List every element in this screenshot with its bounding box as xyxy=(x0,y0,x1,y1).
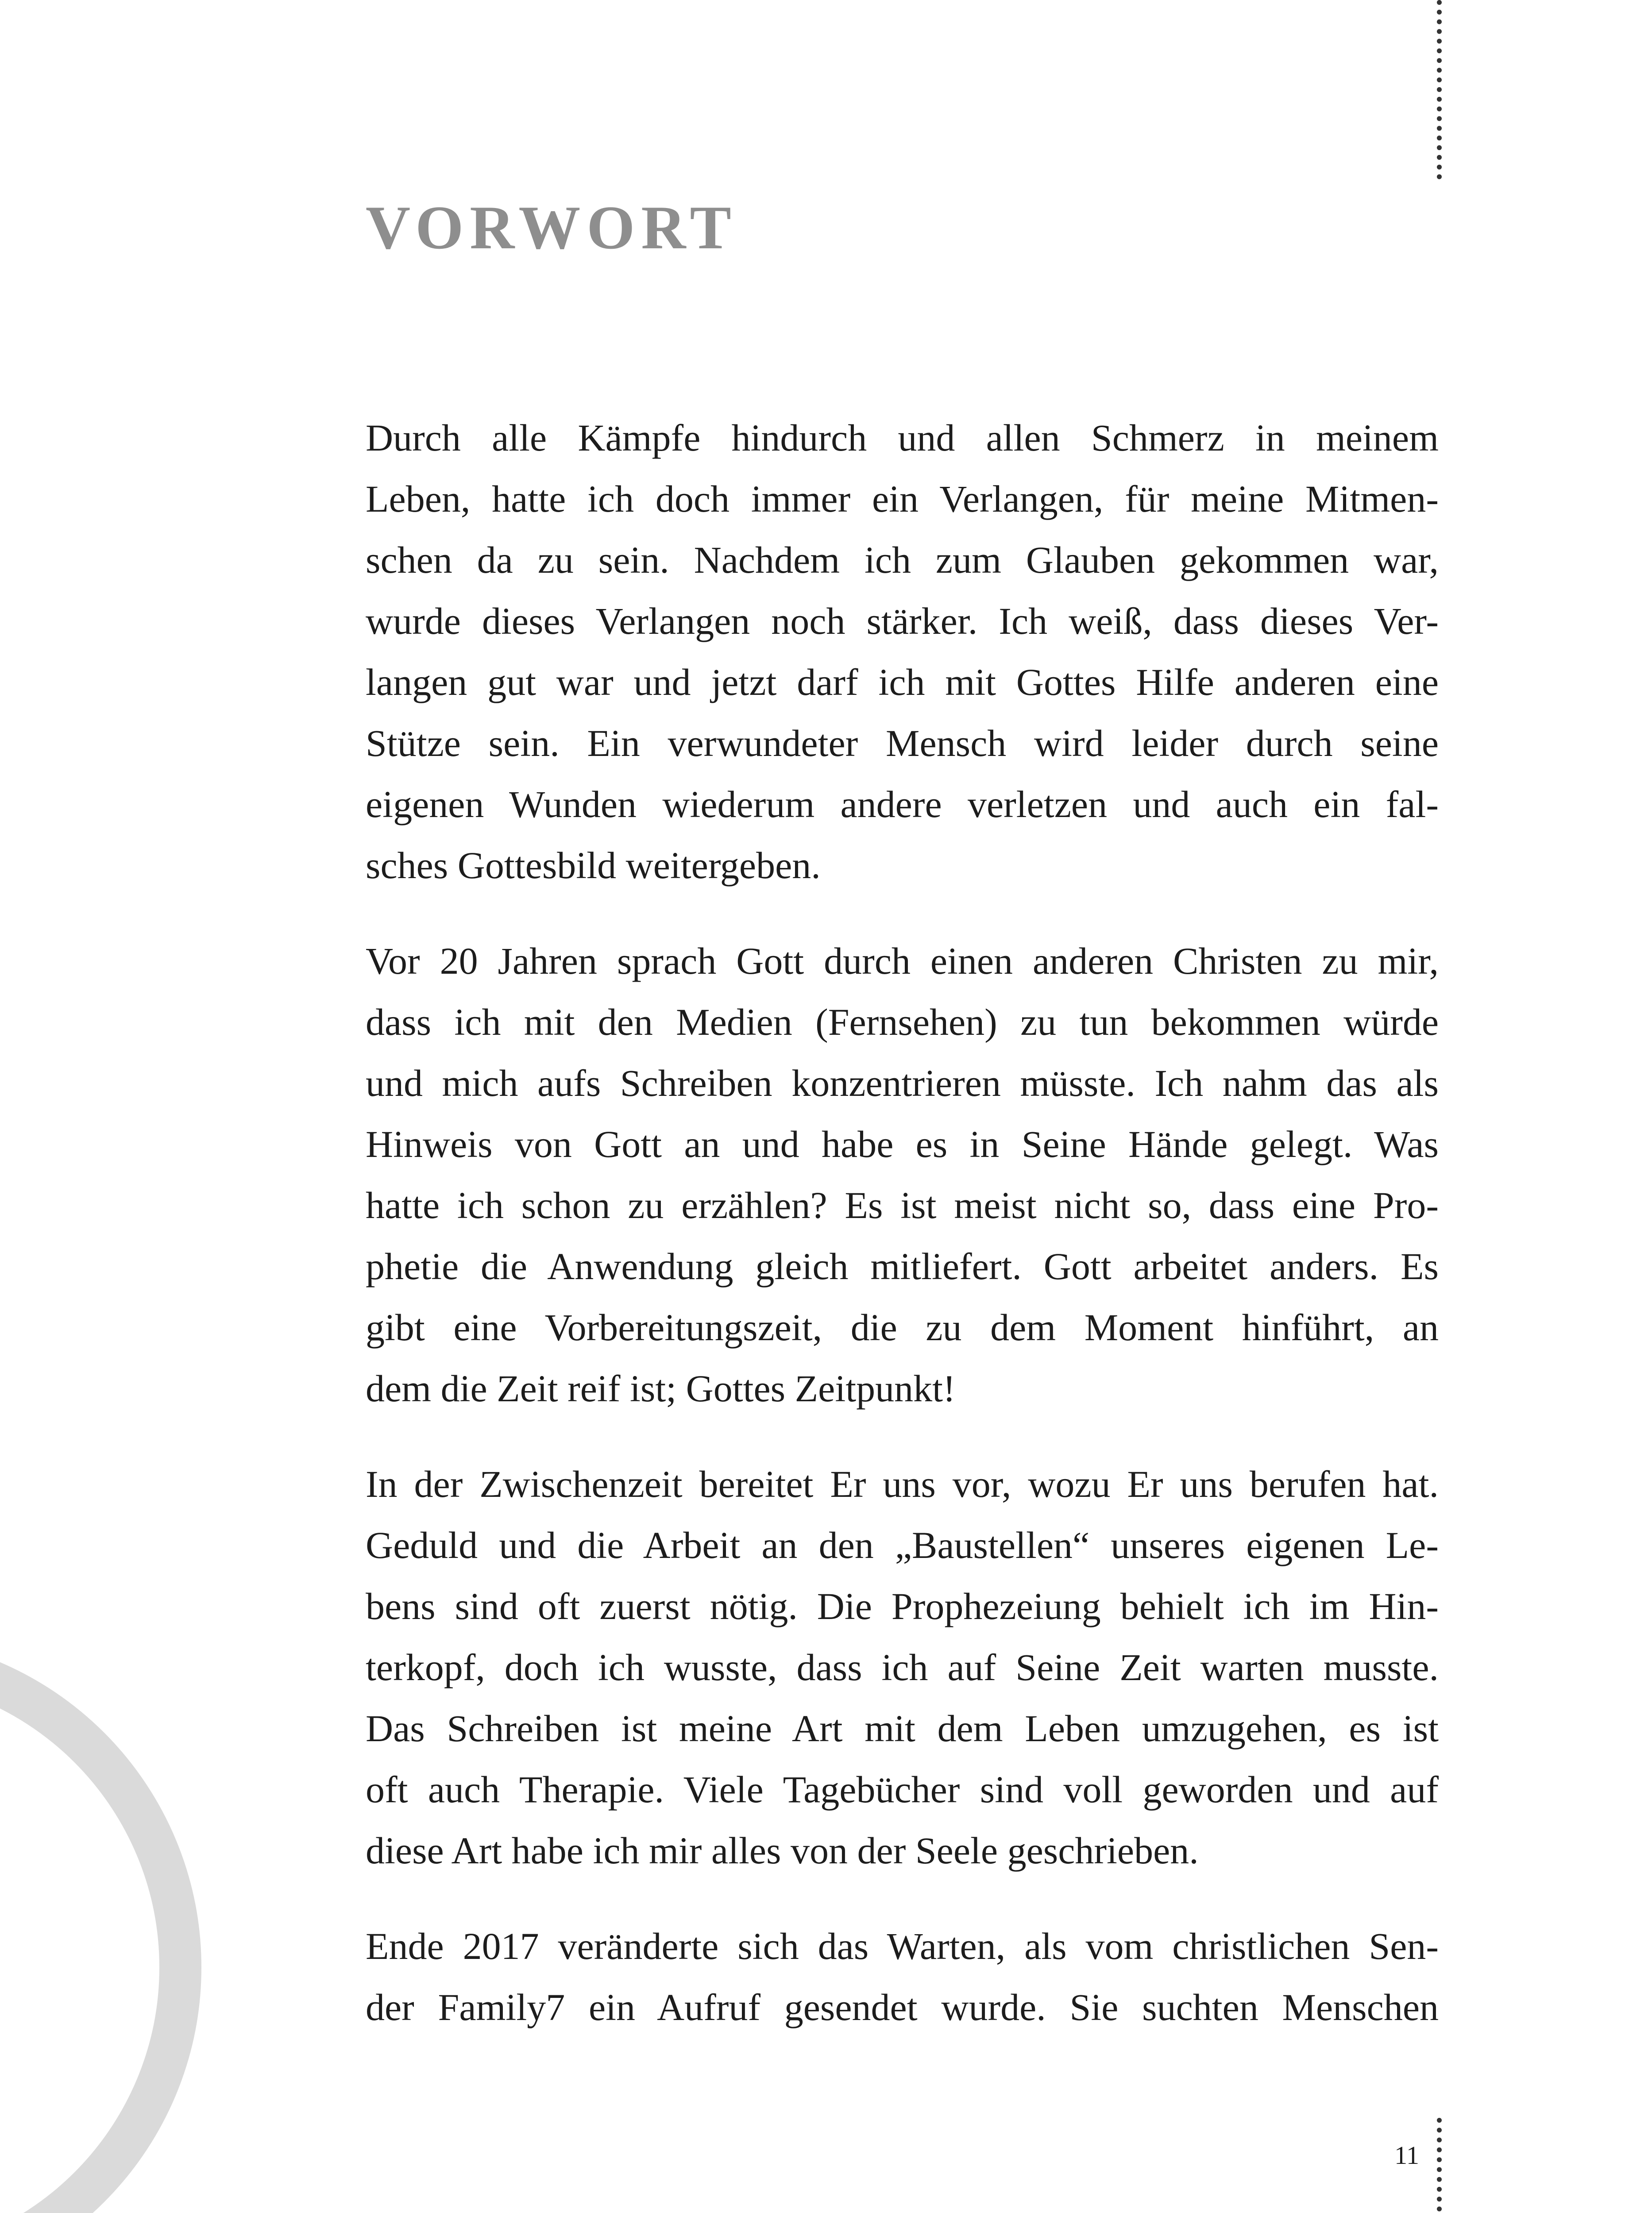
text-line: terkopf, doch ich wusste, dass ich auf Seine Zeit warten musste. xyxy=(366,1646,1439,1689)
text-line: Ende 2017 veränderte sich das Warten, als vom christlichen Sen- xyxy=(366,1925,1439,1967)
text-line: der Family7 ein Aufruf gesendet wurde. Sie suchten Menschen xyxy=(366,1986,1439,2028)
paragraph-3 xyxy=(366,1453,1439,1881)
text-line: hatte ich schon zu erzählen? Es ist meist nicht so, dass eine Pro- xyxy=(366,1184,1439,1226)
text-line: Stütze sein. Ein verwundeter Mensch wird leider durch seine xyxy=(366,722,1439,764)
text-line: bens sind oft zuerst nötig. Die Prophezeiung behielt ich im Hin- xyxy=(366,1585,1439,1627)
dotted-edge-marker-top xyxy=(1437,0,1442,179)
dotted-edge-marker-bottom xyxy=(1437,2118,1442,2213)
text-line: Leben, hatte ich doch immer ein Verlangen, für meine Mitmen- xyxy=(366,478,1439,520)
paragraph-1 xyxy=(366,407,1439,896)
text-line: Das Schreiben ist meine Art mit dem Leben umzugehen, es ist xyxy=(366,1707,1439,1750)
paragraph-2 xyxy=(366,930,1439,1419)
text-line: eigenen Wunden wiederum andere verletzen und auch ein fal- xyxy=(366,783,1439,825)
paragraph-4 xyxy=(366,1916,1439,2038)
text-line: Hinweis von Gott an und habe es in Seine Hände gelegt. Was xyxy=(366,1123,1439,1165)
text-line: Vor 20 Jahren sprach Gott durch einen anderen Christen zu mir, xyxy=(366,940,1439,982)
text-line: und mich aufs Schreiben konzentrieren müsste. Ich nahm das als xyxy=(366,1062,1439,1104)
text-line: schen da zu sein. Nachdem ich zum Glauben gekommen war, xyxy=(366,539,1439,581)
text-line: wurde dieses Verlangen noch stärker. Ich weiß, dass dieses Ver- xyxy=(366,600,1439,642)
text-line: langen gut war und jetzt darf ich mit Gottes Hilfe anderen eine xyxy=(366,661,1439,703)
text-line: Geduld und die Arbeit an den „Baustellen“ unseres eigenen Le- xyxy=(366,1524,1439,1566)
text-line: sches Gottesbild weitergeben. xyxy=(366,844,821,887)
body-text xyxy=(366,407,1439,2072)
decorative-ring xyxy=(0,1635,201,2213)
text-line: oft auch Therapie. Viele Tagebücher sind voll geworden und auf xyxy=(366,1768,1439,1811)
text-line: dem die Zeit reif ist; Gottes Zeitpunkt! xyxy=(366,1367,956,1410)
text-line: diese Art habe ich mir alles von der Seele geschrieben. xyxy=(366,1829,1199,1872)
text-line: phetie die Anwendung gleich mitliefert. Gott arbeitet anders. Es xyxy=(366,1245,1439,1288)
text-line: gibt eine Vorbereitungszeit, die zu dem Moment hinführt, an xyxy=(366,1306,1439,1349)
chapter-title: VORWORT xyxy=(366,193,737,262)
text-line: dass ich mit den Medien (Fernsehen) zu tun bekommen würde xyxy=(366,1001,1439,1043)
page-number: 11 xyxy=(1394,2141,1419,2170)
text-line: In der Zwischenzeit bereitet Er uns vor, wozu Er uns berufen hat. xyxy=(366,1463,1439,1505)
text-line: Durch alle Kämpfe hindurch und allen Schmerz in meinem xyxy=(366,416,1439,459)
